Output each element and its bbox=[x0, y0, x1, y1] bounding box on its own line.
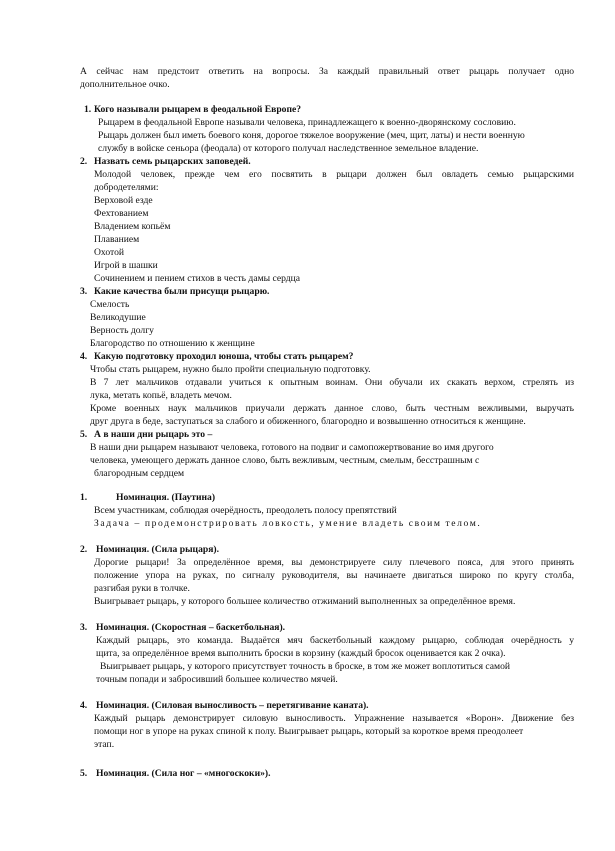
nomination-task: Задача – продемонстрировать ловкость, умение владеть своим телом. bbox=[94, 518, 482, 529]
answer-line: лука, метать копьё, владеть мечом. bbox=[90, 390, 232, 401]
nomination-line: Каждый рыцарь демонстрирует силовую выносливость. Упражнение называется «Ворон». Движение без bbox=[94, 713, 574, 724]
nomination-title: Номинация. (Сила ног – «многоскоки»). bbox=[96, 768, 271, 779]
nomination-number: 1. bbox=[80, 492, 88, 503]
answer-line: Молодой человек, прежде чем его посвятить в рыцари должен был овладеть семью рыцарскими bbox=[94, 169, 574, 180]
nomination-line: Всем участникам, соблюдая очерёдность, преодолеть полосу препятствий bbox=[94, 505, 397, 516]
answer-line: добродетелями: bbox=[94, 182, 159, 193]
answer-line: друг друга в беде, заступаться за слабого и обиженного, благородно и возвышенно относиться к женщине. bbox=[90, 416, 526, 427]
answer-line: Владением копьём bbox=[94, 221, 171, 232]
question-title: А в наши дни рыцарь это – bbox=[94, 429, 213, 440]
question-title: Какие качества были присущи рыцарю. bbox=[94, 286, 270, 297]
nomination-line: Каждый рыцарь, это команда. Выдаётся мяч баскетбольный каждому рыцарю, соблюдая очерёдность у bbox=[96, 635, 574, 646]
answer-line: В 7 лет мальчиков отдавали учиться к опытным воинам. Они обучали их скакать верхом, стрелять из bbox=[90, 377, 574, 388]
nomination-number: 3. bbox=[80, 622, 88, 633]
answer-line: В наши дни рыцарем называют человека, готового на подвиг и самопожертвование во имя другого bbox=[90, 442, 494, 453]
nomination-title: Номинация. (Силовая выносливость – перетягивание каната). bbox=[96, 700, 369, 711]
answer-line: Охотой bbox=[94, 247, 125, 258]
nomination-line: Выигрывает рыцарь, у которого большее количество отжиманий выполненных за определённое время. bbox=[94, 596, 516, 607]
nomination-line: Выигрывает рыцарь, у которого присутствует точность в броске, в том же может воплотиться самой bbox=[100, 661, 511, 672]
question-number: 2. bbox=[80, 156, 88, 167]
nomination-number: 2. bbox=[80, 544, 88, 555]
answer-line: Кроме военных наук мальчиков приучали держать данное слово, быть честным вежливыми, выручать bbox=[90, 403, 574, 414]
nomination-title: Номинация. (Скоростная – баскетбольная). bbox=[96, 622, 286, 633]
question-number: 4. bbox=[80, 351, 88, 362]
answer-line: Рыцарем в феодальной Европе называли человека, принадлежащего к военно-дворянскому сословию. bbox=[98, 117, 516, 128]
question-number: 5. bbox=[80, 429, 88, 440]
answer-line: человека, умеющего держать данное слово, быть вежливым, честным, смелым, бесстрашным с bbox=[90, 455, 480, 466]
answer-line: службу в войске сеньора (феодала) от которого получал наследственное земельное владение. bbox=[98, 143, 479, 154]
answer-line: Верховой езде bbox=[94, 195, 153, 206]
question-number: 3. bbox=[80, 286, 88, 297]
answer-line: Благородство по отношению к женщине bbox=[90, 338, 255, 349]
nomination-title: Номинация. (Паутина) bbox=[116, 492, 216, 503]
nomination-line: щита, за определённое время выполнить броски в корзину (каждый бросок оценивается как 2 очка). bbox=[96, 648, 506, 659]
answer-line: Рыцарь должен был иметь боевого коня, дорогое тяжелое вооружение (меч, щит, латы) и нести военную bbox=[98, 130, 525, 141]
nomination-line: Дорогие рыцари! За определённое время, вы демонстрируете силу плечевого пояса, для этого принять bbox=[94, 557, 574, 568]
answer-line: Чтобы стать рыцарем, нужно было пройти специальную подготовку. bbox=[90, 364, 371, 375]
question-title: Кого называли рыцарем в феодальной Европе? bbox=[94, 104, 302, 115]
answer-line: Фехтованием bbox=[94, 208, 149, 219]
nomination-line: этап. bbox=[94, 739, 115, 750]
intro-line: А сейчас нам предстоит ответить на вопросы. За каждый правильный ответ рыцарь получает одно bbox=[80, 66, 574, 77]
nomination-line: положение упора на руках, по сигналу руководителя, вы начинаете двигаться широко по кругу столба, bbox=[94, 570, 574, 581]
answer-line: Верность долгу bbox=[90, 325, 154, 336]
answer-line: Великодушие bbox=[90, 312, 146, 323]
answer-line: Игрой в шашки bbox=[94, 260, 158, 271]
answer-line: Смелость bbox=[90, 299, 130, 310]
question-title: Назвать семь рыцарских заповедей. bbox=[94, 156, 251, 167]
answer-line: благородным сердцем bbox=[94, 468, 185, 479]
nomination-title: Номинация. (Сила рыцаря). bbox=[96, 544, 220, 555]
answer-line: Сочинением и пением стихов в честь дамы сердца bbox=[94, 273, 301, 284]
question-number: 1. bbox=[84, 104, 92, 115]
nomination-number: 4. bbox=[80, 700, 88, 711]
nomination-line: помощи ног в упоре на руках спиной к полу. Выигрывает рыцарь, который за короткое время преодолеет bbox=[94, 726, 524, 737]
answer-line: Плаванием bbox=[94, 234, 140, 245]
question-title: Какую подготовку проходил юноша, чтобы стать рыцарем? bbox=[94, 351, 354, 362]
intro-line: дополнительное очко. bbox=[80, 79, 170, 90]
nomination-number: 5. bbox=[80, 768, 88, 779]
nomination-line: разгибая руки в толчке. bbox=[94, 583, 190, 594]
nomination-line: точным попади и забросивший большее количество мячей. bbox=[96, 674, 338, 685]
